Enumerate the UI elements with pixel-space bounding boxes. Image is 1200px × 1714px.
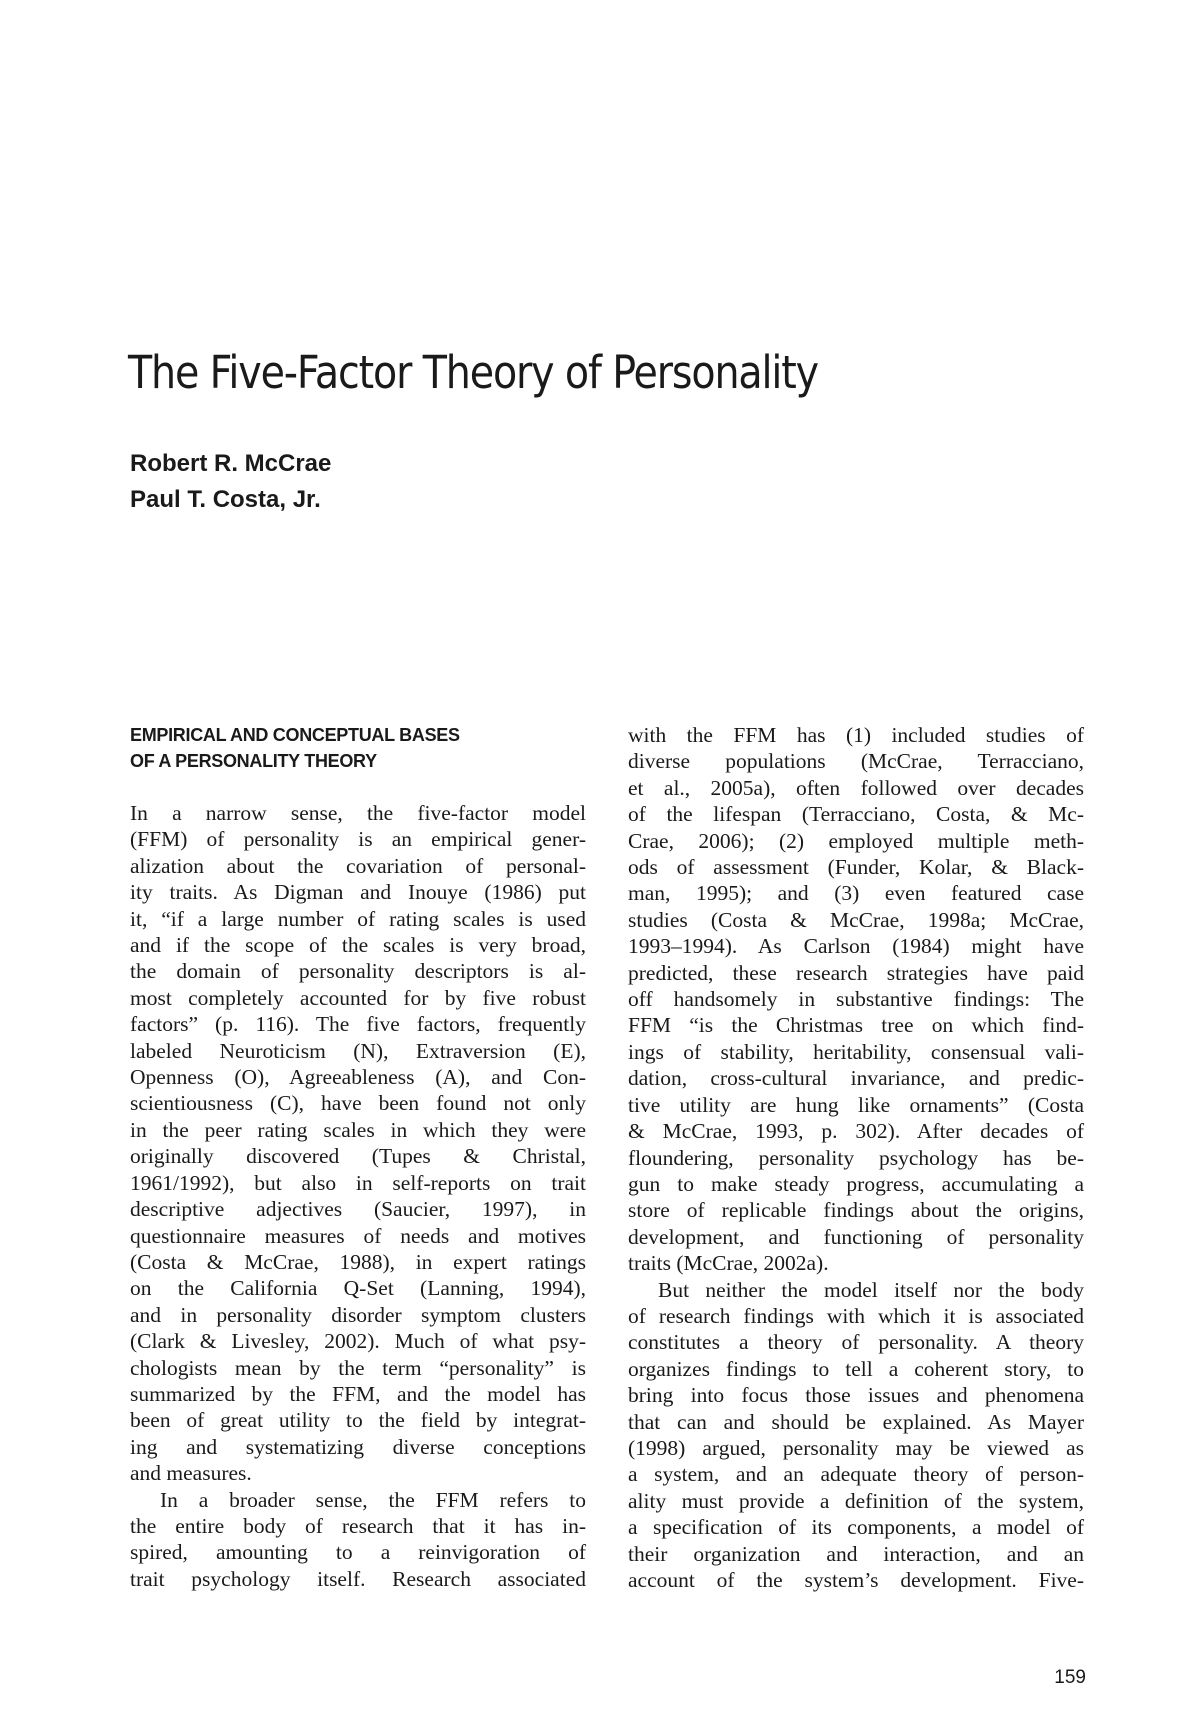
text-line: dation, cross-cultural invariance, and predic- [628, 1066, 1084, 1091]
text-line: floundering, personality psychology has be- [628, 1145, 1084, 1170]
text-line: predicted, these research strategies have paid [628, 960, 1084, 985]
text-line: store of replicable findings about the origins, [628, 1198, 1084, 1223]
text-line: of the lifespan (Terracciano, Costa, & Mc- [628, 802, 1084, 827]
text-line: off handsomely in substantive findings: The [628, 987, 1084, 1012]
text-line: originally discovered (Tupes & Christal, [130, 1144, 586, 1169]
text-line: development, and functioning of personality [628, 1224, 1084, 1249]
text-line: on the California Q-Set (Lanning, 1994), [130, 1276, 586, 1301]
left-column [130, 722, 586, 1592]
text-line: a system, and an adequate theory of person- [628, 1462, 1084, 1487]
text-line: (FFM) of personality is an empirical gener- [130, 827, 586, 852]
author-name: Robert R. McCrae [130, 450, 332, 477]
text-line: descriptive adjectives (Saucier, 1997), in [130, 1197, 586, 1222]
text-line: of research findings with which it is associated [628, 1303, 1084, 1328]
page-number: 159 [1054, 1667, 1086, 1688]
text-line: labeled Neuroticism (N), Extraversion (E), [130, 1038, 586, 1063]
text-line: account of the system’s development. Five- [628, 1568, 1084, 1592]
text-line: Crae, 2006); (2) employed multiple meth- [628, 828, 1084, 853]
text-line: trait psychology itself. Research associated [130, 1566, 586, 1591]
text-line: 1993–1994). As Carlson (1984) might have [628, 934, 1084, 959]
section-heading [130, 722, 586, 774]
text-line: man, 1995); and (3) even featured case [628, 881, 1084, 906]
text-line: FFM “is the Christmas tree on which find- [628, 1013, 1084, 1038]
text-line: traits (McCrae, 2002a). [628, 1251, 829, 1276]
text-line: bring into focus those issues and phenomena [628, 1383, 1084, 1408]
text-line: and in personality disorder symptom clusters [130, 1302, 586, 1327]
body-paragraph [130, 1487, 586, 1593]
text-line: and measures. [130, 1461, 252, 1486]
text-line: the entire body of research that it has in- [130, 1513, 586, 1538]
text-line: been of great utility to the field by integrat- [130, 1408, 586, 1433]
text-line: questionnaire measures of needs and motives [130, 1223, 586, 1248]
text-line: alization about the covariation of personal- [130, 853, 586, 878]
text-line: most completely accounted for by five robust [130, 985, 586, 1010]
text-line: In a broader sense, the FFM refers to [160, 1487, 586, 1512]
text-line: (Clark & Livesley, 2002). Much of what psy- [130, 1329, 586, 1354]
text-line: that can and should be explained. As Mayer [628, 1409, 1084, 1434]
text-line: chologists mean by the term “personality” is [130, 1355, 586, 1380]
body-paragraph [628, 1277, 1084, 1594]
text-line: & McCrae, 1993, p. 302). After decades of [628, 1119, 1084, 1144]
text-line: ings of stability, heritability, consensual vali- [628, 1039, 1084, 1064]
text-line: ality must provide a definition of the system, [628, 1488, 1084, 1513]
text-line: ing and systematizing diverse conceptions [130, 1434, 586, 1459]
text-line: studies (Costa & McCrae, 1998a; McCrae, [628, 907, 1084, 932]
text-line: factors” (p. 116). The five factors, frequently [130, 1012, 586, 1037]
text-line: a specification of its components, a model of [628, 1515, 1084, 1540]
text-line: Openness (O), Agreeableness (A), and Con- [130, 1065, 586, 1090]
text-line: their organization and interaction, and an [628, 1541, 1084, 1566]
section-heading-line: EMPIRICAL AND CONCEPTUAL BASES [130, 725, 460, 745]
text-line: organizes findings to tell a coherent story, to [628, 1356, 1084, 1381]
text-line: it, “if a large number of rating scales is used [130, 906, 586, 931]
body-paragraph [628, 722, 1084, 1277]
text-line: the domain of personality descriptors is al- [130, 959, 586, 984]
text-line: scientiousness (C), have been found not only [130, 1091, 586, 1116]
chapter-title: The Five-Factor Theory of Personality [128, 346, 818, 399]
body-paragraph [130, 800, 586, 1487]
text-line: diverse populations (McCrae, Terracciano, [628, 749, 1084, 774]
text-line: tive utility are hung like ornaments” (Costa [628, 1092, 1084, 1117]
text-line: and if the scope of the scales is very broad, [130, 933, 586, 958]
text-line: But neither the model itself nor the body [658, 1277, 1084, 1302]
text-line: summarized by the FFM, and the model has [130, 1381, 586, 1406]
text-line: ods of assessment (Funder, Kolar, & Black- [628, 855, 1084, 880]
text-line: spired, amounting to a reinvigoration of [130, 1540, 586, 1565]
text-line: et al., 2005a), often followed over decades [628, 775, 1084, 800]
text-line: (Costa & McCrae, 1988), in expert ratings [130, 1249, 586, 1274]
text-line: (1998) argued, personality may be viewed as [628, 1435, 1084, 1460]
text-line: gun to make steady progress, accumulating a [628, 1171, 1084, 1196]
text-line: with the FFM has (1) included studies of [628, 723, 1084, 747]
author-list [130, 446, 331, 518]
text-line: constitutes a theory of personality. A theory [628, 1330, 1084, 1355]
text-line: in the peer rating scales in which they were [130, 1117, 586, 1142]
text-line: ity traits. As Digman and Inouye (1986) put [130, 880, 586, 905]
section-heading-line: OF A PERSONALITY THEORY [130, 751, 377, 771]
right-column [628, 722, 1084, 1593]
text-line: In a narrow sense, the five-factor model [130, 801, 586, 825]
author-name: Paul T. Costa, Jr. [130, 486, 321, 513]
text-line: 1961/1992), but also in self-reports on trait [130, 1170, 586, 1195]
